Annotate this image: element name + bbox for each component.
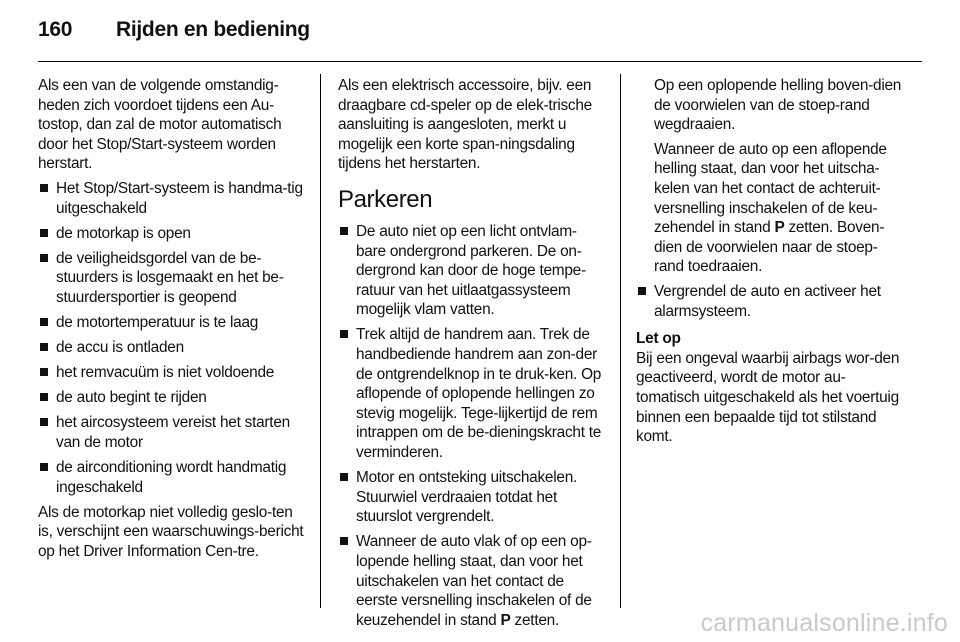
square-bullet-icon	[40, 318, 48, 326]
col3-continuation-1: Op een oplopende helling boven-dien de voorwielen van de stoep-rand wegdraaien.	[654, 77, 902, 134]
column-1	[38, 76, 306, 567]
list-item: de veiligheidsgordel van de be-stuurders is losgemaakt en het be-stuurdersportier is geopend	[38, 249, 306, 308]
list-item: de accu is ontladen	[38, 338, 306, 358]
list-item: het aircosysteem vereist het starten van de motor	[38, 413, 306, 452]
column-divider-2	[620, 74, 621, 608]
square-bullet-icon	[40, 229, 48, 237]
list-item: Wanneer de auto vlak of op een op-lopende helling staat, dan voor het uitschakelen van het contact de eerste versnelling inschakelen of de keuzehendel in stand P zetten.	[338, 532, 606, 630]
col1-intro: Als een van de volgende omstandig-heden zich voordoet tijdens een Au-tostop, dan zal de motor automatisch door het Stop/Start-systeem worden herstart.	[38, 77, 282, 173]
list-item: de motorkap is open	[38, 224, 306, 244]
list-item: De auto niet op een licht ontvlam-bare ondergrond parkeren. De on-dergrond kan door de hoge tempe-ratuur van het uitlaatgassysteem mogelijk vlam vatten.	[338, 222, 606, 320]
square-bullet-icon	[340, 227, 348, 235]
parking-list-continued	[636, 282, 906, 321]
parking-list	[338, 222, 606, 630]
square-bullet-icon	[40, 393, 48, 401]
col3-continuation-2: Wanneer de auto op een aflopende helling staat, dan voor het uitscha-kelen van het contact de achteruit-versnelling inschakelen of de keu-zehendel in stand P zetten. Boven-dien de voorwielen naar de stoep-rand toedraaien.	[654, 140, 887, 276]
square-bullet-icon	[340, 537, 348, 545]
square-bullet-icon	[340, 473, 348, 481]
column-2	[338, 76, 606, 636]
square-bullet-icon	[40, 343, 48, 351]
note-title: Let op	[636, 330, 681, 348]
square-bullet-icon	[40, 368, 48, 376]
list-item: Het Stop/Start-systeem is handma-tig uitgeschakeld	[38, 179, 306, 218]
square-bullet-icon	[40, 463, 48, 471]
restart-conditions-list	[38, 179, 306, 497]
watermark: carmanualsonline.info	[700, 609, 948, 637]
list-item: Motor en ontsteking uitschakelen. Stuurwiel verdraaien totdat het stuurslot vergrendelt.	[338, 468, 606, 527]
list-item: Vergrendel de auto en activeer het alarmsysteem.	[636, 282, 906, 321]
header-rule	[38, 61, 922, 62]
list-item: de auto begint te rijden	[38, 388, 306, 408]
square-bullet-icon	[638, 287, 646, 295]
list-item: Trek altijd de handrem aan. Trek de handbediende handrem aan zon-der de ontgrendelknop in te druk-ken. Op aflopende of oplopende hellingen zo stevig mogelijk. Tege-lijkertijd de rem intrappen om de be-dieningskracht te verminderen.	[338, 325, 606, 462]
col1-outro: Als de motorkap niet volledig geslo-ten is, verschijnt een waarschuwings-bericht op het Driver Information Cen-tre.	[38, 503, 304, 560]
square-bullet-icon	[40, 418, 48, 426]
col2-intro: Als een elektrisch accessoire, bijv. een draagbare cd-speler op de elek-trische aansluiting is aangesloten, merkt u mogelijk een korte span-ningsdaling tijdens het herstarten.	[338, 77, 592, 173]
list-item: het remvacuüm is niet voldoende	[38, 363, 306, 383]
list-item: de airconditioning wordt handmatig ingeschakeld	[38, 458, 306, 497]
page-number: 160	[38, 18, 73, 41]
square-bullet-icon	[40, 254, 48, 262]
column-divider-1	[320, 74, 321, 608]
list-item: de motortemperatuur is te laag	[38, 313, 306, 333]
square-bullet-icon	[340, 330, 348, 338]
note-text: Bij een ongeval waarbij airbags wor-den geactiveerd, wordt de motor au-tomatisch uitgeschakeld als het voertuig binnen een bepaalde tijd tot stilstand komt.	[636, 349, 900, 446]
column-3	[636, 76, 906, 452]
page-title: Rijden en bediening	[116, 18, 310, 41]
section-title: Parkeren	[338, 185, 433, 213]
square-bullet-icon	[40, 184, 48, 192]
